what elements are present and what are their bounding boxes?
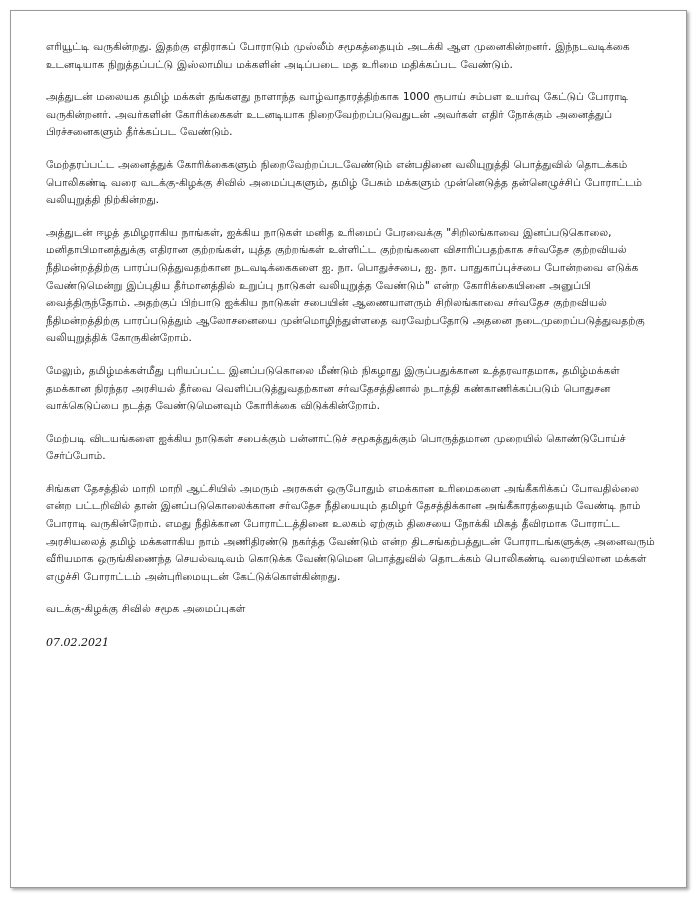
paragraph-7: சிங்கள தேசத்தில் மாறி மாறி ஆட்சியில் அமரும் அரசுகள் ஒருபோதும் எமக்கான உரிமைகளை அங்கீகரிக்கப் போவதில்லை என்ற பட்டறிவில் தான் இனப்படுகொலைக்கான சர்வதேச நீதியையும் தமிழர் தேசத்திக்கான அங்கீகாரத்தையும் வேண்டி நாம் போராடி வருகின்றோம். எமது நீதிக்கான போராட்டத்தினை உலகம் ஏற்கும் திசையை நோக்கி மிகத் தீவிரமாக போராட்ட அரசியலைத் தமிழ் மக்களாகிய நாம் அணிதிரண்டு நகர்த்த வேண்டும் என்ற திடசங்கற்பத்துடன் போராடங்களுக்கு அனைவரும் வீரியமாக ஒருங்கிணைந்த செயல்வடிவம் கொடுக்க வேண்டுமென பொத்துவில் தொடக்கம் பொலிகண்டி வரையிலான மக்கள் எழுச்சி போராட்டம் அன்புரிமையுடன் கேட்டுக்கொள்கின்றது. <box>46 482 655 583</box>
paragraph-4: அத்துடன் ஈழத் தமிழராகிய நாங்கள், ஐக்கிய நாடுகள் மனித உரிமைப் பேரவைக்கு "சிறிலங்காவை இனப்படுகொலை, மனிதாபிமானத்துக்கு எதிரான குற்றங்கள், யுத்த குற்றங்கள் உள்ளிட்ட குற்றங்களை விசாரிப்பதற்காக சர்வதேச குற்றவியல் நீதிமன்றத்திற்கு பாரப்படுத்துவதற்கான நடவடிக்கைகளை ஐ. நா. பொதுச்சபை, ஐ. நா. பாதுகாப்புச்சபை போன்றவை எடுக்க வேண்டுமென்று இப்புதிய தீர்மானத்தில் உறுப்பு நாடுகள் வலியுறுத்த வேண்டும்" என்ற கோரிக்கையினை அனுப்பி வைத்திருந்தோம். அதற்குப் பிற்பாடு ஐக்கிய நாடுகள் சபையின் ஆணையாளரும் சிறிலங்காவை சர்வதேச குற்றவியல் நீதிமன்றத்திற்கு பாரப்படுத்தும் ஆலோசனையை முன்மொழிந்துள்ளதை வரவேற்பதோடு அதனை நடைமுறைப்படுத்துவதற்கு வலியுறுத்திக் கோருகின்றோம். <box>46 226 645 345</box>
paragraph-5: மேலும், தமிழ்மக்கள்மீது புரியப்பட்ட இனப்படுகொலை மீண்டும் நிகழாது இருப்பதுக்கான உத்தரவாதமாக, தமிழ்மக்கள் தமக்கான நிரந்தர அரசியல் தீர்வை வெளிப்படுத்துவதற்கான சர்வதேசத்தினால் நடாத்தி கண்காணிக்கப்படும் பொதுசன வாக்கெடுப்பை நடத்த வேண்டுமெனவும் கோரிக்கை விடுக்கின்றோம். <box>46 364 620 413</box>
paragraph-2: அத்துடன் மலையக தமிழ் மக்கள் தங்களது நாளாந்த வாழ்வாதாரத்திற்காக 1000 ரூபாய் சம்பள உயர்வு கேட்டுப் போராடி வருகின்றனர். அவர்களின் கோரிக்கைகள் உடனடியாக நிறைவேற்றப்படுவதுடன் அவர்கள் எதிர் நோக்கும் அனைத்துப் பிரச்சனைகளும் தீர்க்கப்பட வேண்டும். <box>46 91 629 139</box>
paragraph-1: எரியூட்டி வருகின்றது. இதற்கு எதிராகப் போராடும் முஸ்லீம் சமூகத்தையும் அடக்கி ஆள முனைகின்றனர். இந்நடவடிக்கை உடனடியாக நிறுத்தப்பட்டு இஸ்லாமிய மக்களின் அடிப்படை மத உரிமை மதிக்கப்பட வேண்டும். <box>46 41 630 71</box>
document-date: 07.02.2021 <box>46 636 109 650</box>
paragraph-6: மேற்படி விடயங்களை ஐக்கிய நாடுகள் சபைக்கும் பன்னாட்டுச் சமூகத்துக்கும் பொருத்தமான முறையில் கொண்டுபோய்ச் சேர்ப்போம். <box>46 432 626 463</box>
document-body <box>46 39 661 667</box>
paragraph-3: மேற்தரப்பட்ட அனைத்துக் கோரிக்கைகளும் நிறைவேற்றப்படவேண்டும் என்பதினை வலியுறுத்தி பொத்துவில் தொடக்கம் பொலிகண்டி வரை வடக்கு-கிழக்கு சிவில் அமைப்புகளும், தமிழ் பேசும் மக்களும் முன்னெடுத்த தன்னெழுச்சிப் போராட்டம் வலியுறுத்தி நிற்கின்றது. <box>46 158 643 207</box>
signature-organisation: வடக்கு-கிழக்கு சிவில் சமூக அமைப்புகள் <box>46 603 246 616</box>
document-page <box>10 10 687 888</box>
